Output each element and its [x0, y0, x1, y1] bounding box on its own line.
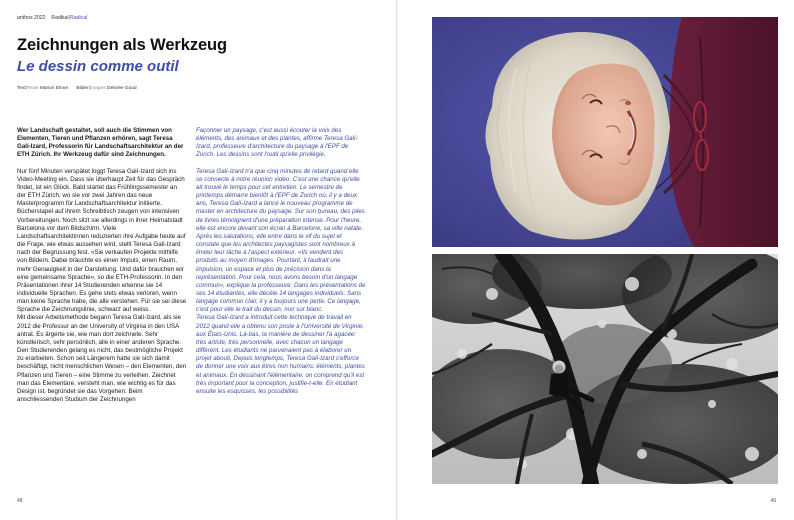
article-title-de: Zeichnungen als Werkzeug: [17, 36, 228, 54]
french-paragraph: Teresa Galí-Izard n'a que cinq minutes de retard quand elle se connecte à notre réunion vidéo. C'est une chance qu'elle ait trouvé le temps pour cet entretien. Le semestre de printemps démarre bientôt à l'EPF de Zurich où, il y a deux ans, Teresa Galí-Izard a lancé le nouveau programme de master en architecture du paysage. Sur son bureau, des piles de livres témoignent d'une préparation intense. Pour l'heure, elle est encore devant son écran à Barcelone, sa ville natale. Après les salutations, elle entre dans le vif du sujet et constate que les architectes paysagistes sont nombreux à limiter leur tâche à l'aspect extérieur. «Ils vendent des produits au moyen d'images. Pourtant, il faudrait une impulsion, un espace et plus de précision dans la représentation. Pour cela, nous avons besoin d'un langage commun», explique la professeure. Dans les présentations de ses 14 étudiantes, elle décèle 14 langages individuels. Sans langage commun clair, il y a toujours une perte. Ce langage, c'est pour elle le trait du dessin, noir sur blanc.: [196, 167, 366, 314]
page-number-left: 48: [17, 498, 23, 504]
french-column: [196, 127, 366, 497]
article-title-fr: Le dessin comme outil: [17, 58, 179, 75]
credit-images-label-fr: Images: [89, 86, 106, 91]
right-page: [398, 0, 794, 520]
page-number-right: 49: [770, 498, 776, 504]
french-paragraph: Teresa Galí-Izard a introduit cette technique de travail en 2012 quand elle a obtenu son poste à l'Université de Virginie, aux États-Unis. Là-bas, la manière de dessiner l'a agacée: très artiste, très personnelle, avec chacun un langage différent. Les étudiants ne parvenaient pas à élaborer un projet abouti. Depuis longtemps, Teresa Galí-Izard s'efforce de donner une voix aux êtres non humains: éléments, plantes et animaux. En dessinant l'élémentaire, on comprend qu'il est très important pour la conception, justifie-t-elle. En étudiant ensuite les esquisses, les possibilités: [196, 314, 365, 395]
tree-image: [432, 254, 778, 484]
credit-text-label: Text: [17, 86, 26, 91]
credits: Text|Texte Marion Elmer Bilder|Images Désirée Good: [17, 86, 137, 91]
credit-author: Marion Elmer: [39, 86, 69, 91]
german-lead: Wer Landschaft gestaltet, soll auch die Stimmen von Elementen, Tieren und Pflanzen erhören, sagt Teresa Galí-Izard, Professorin für Landschaftsarchitektur an der ETH Zürich. Ihr Werkzeug dafür sind Zeichnungen.: [17, 127, 184, 159]
portrait-image: [432, 17, 778, 247]
section-fr: Radical: [70, 15, 88, 21]
running-head: anthos 2022 Radikal|Radical: [17, 15, 88, 21]
german-paragraph: Nur fünf Minuten verspätet loggt Teresa Galí-Izard sich ins Video-Meeting ein. Dass sie überhaupt Zeit für das Gespräch findet, ist ein Glück. Bald startet das Frühlingssemester an der ETH Zürich, wo sie vor zwei Jahren das neue Masterprogramm für Landschaftsarchitektur initiierte. Bücherstapel auf ihrem Schreibtisch zeugen von intensiven Vorbereitungen. Noch sitzt sie allerdings in ihrer Heimatstadt Barcelona vor dem Bildschirm. Viele Landschaftsarchitektinnen reduzierten ihre Aufgabe heute auf die Frage, wie etwas aussehen wird, stellt Teresa Galí-Izard nach der Begrüssung fest. «Sie verkaufen Projekte mithilfe von Bildern. Dabei bräuchte es einen Impuls, einen Raum, mehr Genauigkeit in der Darstellung. Und dafür brauchen wir eine gemeinsame Sprache», so die ETH-Professorin. In den Präsentationen ihrer 14 Studierenden erkenne sie 14 individuelle Sprachen. Es gehe stets etwas verloren, wenn man keine Sprache habe, die alle verstehen. Für sie sei diese Sprache die Zeichnungslinie, schwarz auf weiss.: [17, 167, 187, 314]
credit-images-label: Bilder: [76, 86, 89, 91]
credit-text-label-fr: Texte: [27, 86, 39, 91]
magazine-name: anthos 2022: [17, 15, 46, 21]
german-column: [17, 127, 187, 497]
credit-photographer: Désirée Good: [107, 86, 137, 91]
german-paragraph: Mit dieser Arbeitsmethode begann Teresa Galí-Izard, als sie 2012 die Professur an der University of Virginia in den USA antrat. Es ärgerte sie, wie man dort zeichnete. Sehr künstlerisch, sehr persönlich, alle in einer anderen Sprache. Den Studierenden gelang es nicht, das bestmögliche Projekt zu erarbeiten. Schon seit Längerem hatte sie sich damit beschäftigt, nicht menschlichen Wesen – den Elementen, den Pflanzen und Tieren – eine Stimme zu verleihen. Zeichnet man das Elementare, versteht man, wie wichtig es für das Design ist, begründet sie das Vorgehen. Beim anschliessenden Studium der Zeichnungen: [17, 314, 187, 403]
portrait-photo: [432, 17, 778, 247]
left-page: [0, 0, 396, 520]
tree-photo: [432, 254, 778, 484]
french-lead: Façonner un paysage, c'est aussi écouter la voix des éléments, des animaux et des plantes, affirme Teresa Galí-Izard, professeure d'architecture du paysage à l'EPF de Zurich. Les dessins sont l'outil qu'elle privilégie.: [196, 127, 358, 159]
section-de: Radikal: [51, 15, 69, 21]
